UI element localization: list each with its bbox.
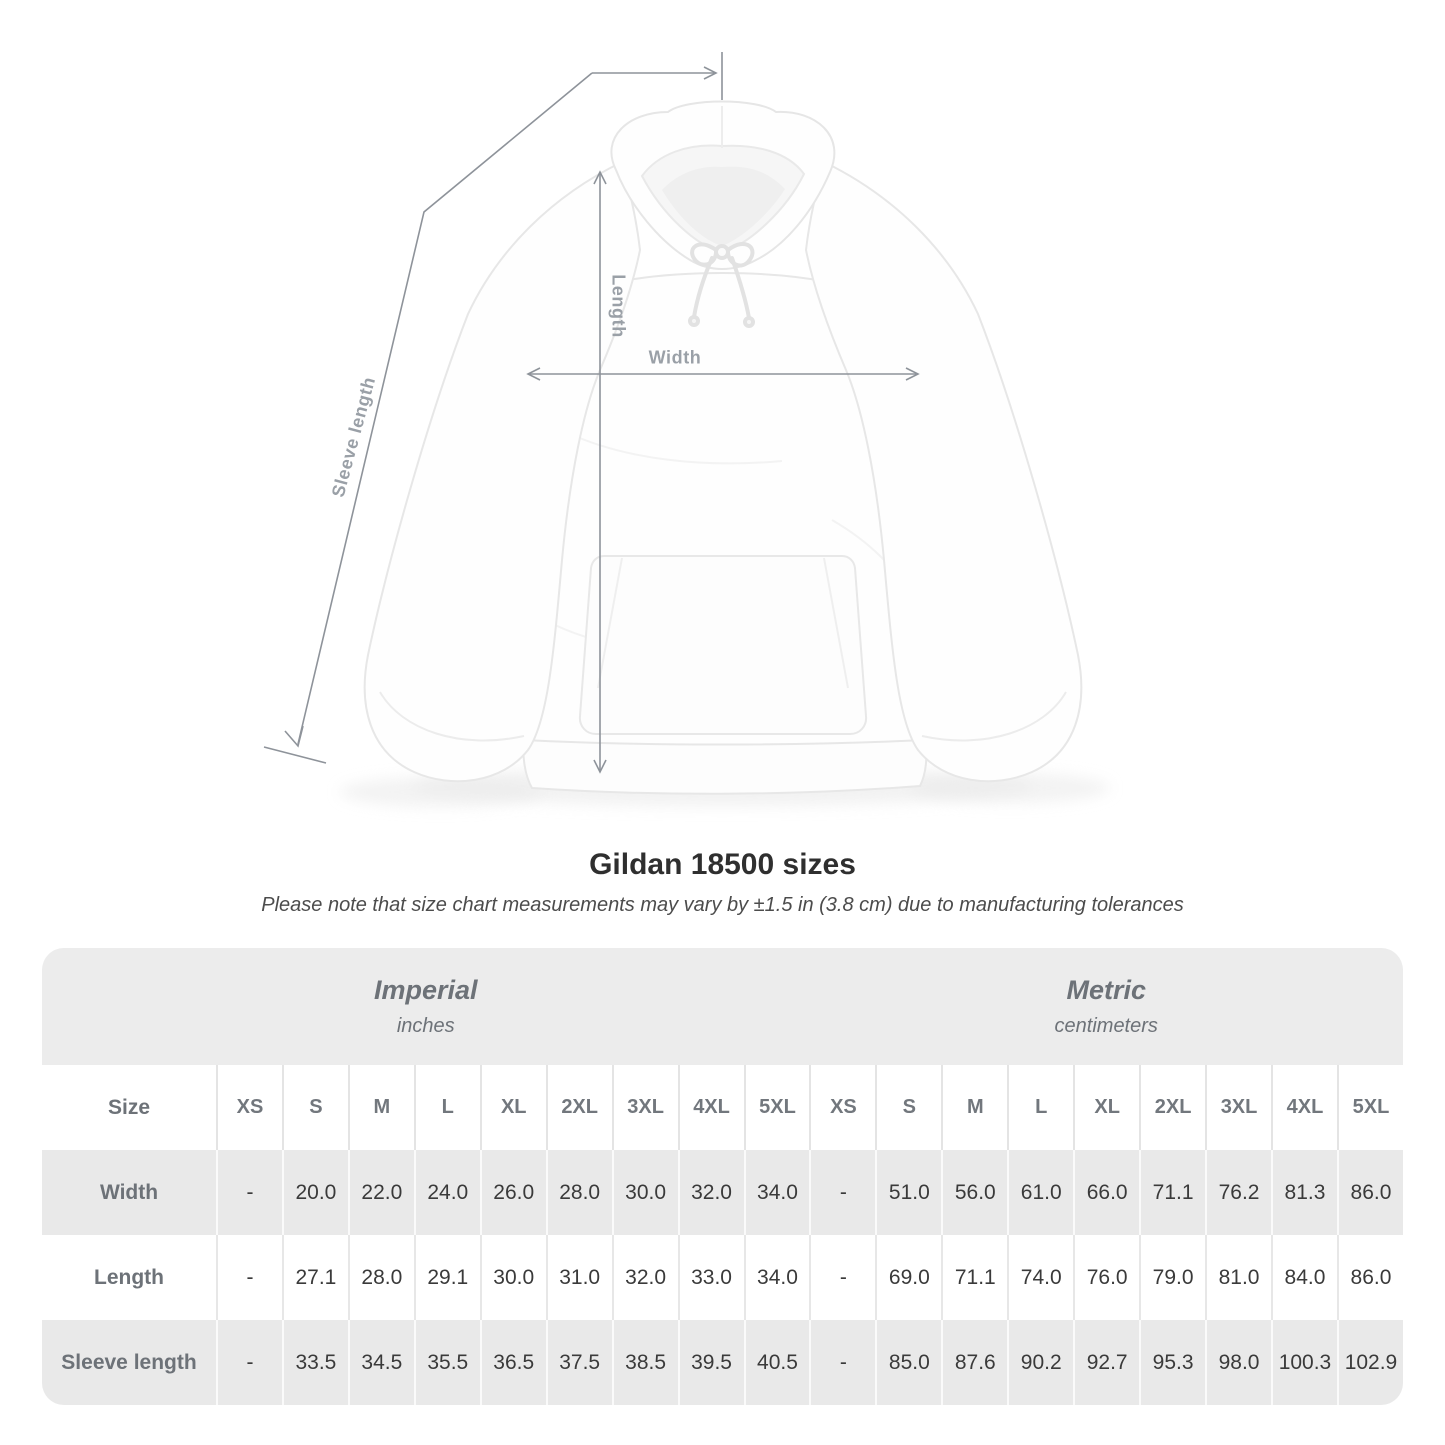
size-header-imperial-xs: XS — [216, 1065, 282, 1150]
row-label: Width — [42, 1150, 216, 1235]
measurement-cell-metric: 92.7 — [1073, 1320, 1139, 1405]
page-title: Gildan 18500 sizes — [589, 848, 856, 881]
measurement-cell-metric: 84.0 — [1271, 1235, 1337, 1320]
measurement-cell-metric: 85.0 — [875, 1320, 941, 1405]
section-header-metric — [809, 948, 1403, 1065]
measurement-cell-metric: 76.0 — [1073, 1235, 1139, 1320]
section-title: Metric — [1066, 975, 1146, 1005]
size-header-metric-5xl: 5XL — [1337, 1065, 1403, 1150]
width-measure-label: Width — [648, 347, 702, 368]
measurement-cell-imperial: 34.0 — [744, 1150, 810, 1235]
size-header-metric-l: L — [1007, 1065, 1073, 1150]
measurement-cell-metric: 87.6 — [941, 1320, 1007, 1405]
measurement-cell-metric: 79.0 — [1139, 1235, 1205, 1320]
hem-band — [523, 740, 926, 794]
measurement-cell-metric: 69.0 — [875, 1235, 941, 1320]
measurement-cell-imperial: 32.0 — [678, 1150, 744, 1235]
size-header-imperial-4xl: 4XL — [678, 1065, 744, 1150]
size-header-imperial-m: M — [348, 1065, 414, 1150]
measurement-cell-metric: 81.0 — [1205, 1235, 1271, 1320]
measurement-cell-metric: 66.0 — [1073, 1150, 1139, 1235]
measurement-cell-imperial: 30.0 — [612, 1150, 678, 1235]
measurement-cell-metric: 71.1 — [1139, 1150, 1205, 1235]
measurement-cell-imperial: - — [216, 1235, 282, 1320]
size-header-imperial-xl: XL — [480, 1065, 546, 1150]
measurement-cell-metric: 76.2 — [1205, 1150, 1271, 1235]
measurement-cell-imperial: - — [216, 1320, 282, 1405]
measurement-cell-imperial: 37.5 — [546, 1320, 612, 1405]
measurement-cell-metric: 56.0 — [941, 1150, 1007, 1235]
size-header-metric-3xl: 3XL — [1205, 1065, 1271, 1150]
measurement-cell-imperial: 20.0 — [282, 1150, 348, 1235]
size-header-metric-xs: XS — [809, 1065, 875, 1150]
measurement-cell-imperial: 33.5 — [282, 1320, 348, 1405]
size-header-metric-4xl: 4XL — [1271, 1065, 1337, 1150]
size-header-imperial-s: S — [282, 1065, 348, 1150]
measurement-cell-metric: 61.0 — [1007, 1150, 1073, 1235]
measurement-cell-metric: - — [809, 1235, 875, 1320]
measurement-cell-imperial: 30.0 — [480, 1235, 546, 1320]
measurement-cell-imperial: - — [216, 1150, 282, 1235]
size-header-imperial-3xl: 3XL — [612, 1065, 678, 1150]
measurement-cell-metric: 90.2 — [1007, 1320, 1073, 1405]
measurement-cell-metric: 86.0 — [1337, 1150, 1403, 1235]
row-label: Length — [42, 1235, 216, 1320]
measurement-cell-imperial: 33.0 — [678, 1235, 744, 1320]
measurement-cell-imperial: 38.5 — [612, 1320, 678, 1405]
measurement-cell-imperial: 26.0 — [480, 1150, 546, 1235]
measurement-cell-metric: 74.0 — [1007, 1235, 1073, 1320]
measurement-cell-imperial: 24.0 — [414, 1150, 480, 1235]
size-header-imperial-2xl: 2XL — [546, 1065, 612, 1150]
measurement-cell-imperial: 32.0 — [612, 1235, 678, 1320]
section-title: Imperial — [373, 975, 478, 1005]
measurement-cell-imperial: 22.0 — [348, 1150, 414, 1235]
size-corner-header: Size — [42, 1065, 216, 1150]
tolerance-note: Please note that size chart measurements may vary by ±1.5 in (3.8 cm) due to manufacturing tolerances — [261, 894, 1184, 916]
length-measure-label: Length — [608, 274, 629, 338]
size-chart — [42, 948, 1403, 1405]
measurement-cell-metric: 98.0 — [1205, 1320, 1271, 1405]
measurement-cell-imperial: 31.0 — [546, 1235, 612, 1320]
size-header-imperial-l: L — [414, 1065, 480, 1150]
size-header-metric-s: S — [875, 1065, 941, 1150]
measurement-cell-imperial: 29.1 — [414, 1235, 480, 1320]
measurement-cell-imperial: 28.0 — [546, 1150, 612, 1235]
measurement-cell-imperial: 35.5 — [414, 1320, 480, 1405]
size-header-metric-m: M — [941, 1065, 1007, 1150]
measurement-cell-metric: 81.3 — [1271, 1150, 1337, 1235]
section-header-imperial — [42, 948, 809, 1065]
measurement-cell-metric: 95.3 — [1139, 1320, 1205, 1405]
hood — [611, 102, 834, 270]
measurement-cell-imperial: 27.1 — [282, 1235, 348, 1320]
measurement-cell-imperial: 34.5 — [348, 1320, 414, 1405]
size-header-metric-2xl: 2XL — [1139, 1065, 1205, 1150]
measurement-cell-metric: - — [809, 1320, 875, 1405]
measurement-cell-imperial: 36.5 — [480, 1320, 546, 1405]
kangaroo-pocket — [580, 556, 866, 734]
section-unit: inches — [396, 1015, 455, 1037]
measurement-cell-imperial: 28.0 — [348, 1235, 414, 1320]
row-label: Sleeve length — [42, 1320, 216, 1405]
size-header-metric-xl: XL — [1073, 1065, 1139, 1150]
sleeve-length-measure-label: Sleeve length — [327, 374, 380, 500]
measurement-cell-metric: 71.1 — [941, 1235, 1007, 1320]
measurement-cell-metric: - — [809, 1150, 875, 1235]
measurement-cell-metric: 86.0 — [1337, 1235, 1403, 1320]
measurement-cell-imperial: 34.0 — [744, 1235, 810, 1320]
section-unit: centimeters — [1054, 1015, 1158, 1037]
measurement-cell-imperial: 40.5 — [744, 1320, 810, 1405]
measurement-cell-metric: 100.3 — [1271, 1320, 1337, 1405]
measurement-cell-metric: 102.9 — [1337, 1320, 1403, 1405]
measurement-cell-imperial: 39.5 — [678, 1320, 744, 1405]
measurement-cell-metric: 51.0 — [875, 1150, 941, 1235]
size-header-imperial-5xl: 5XL — [744, 1065, 810, 1150]
